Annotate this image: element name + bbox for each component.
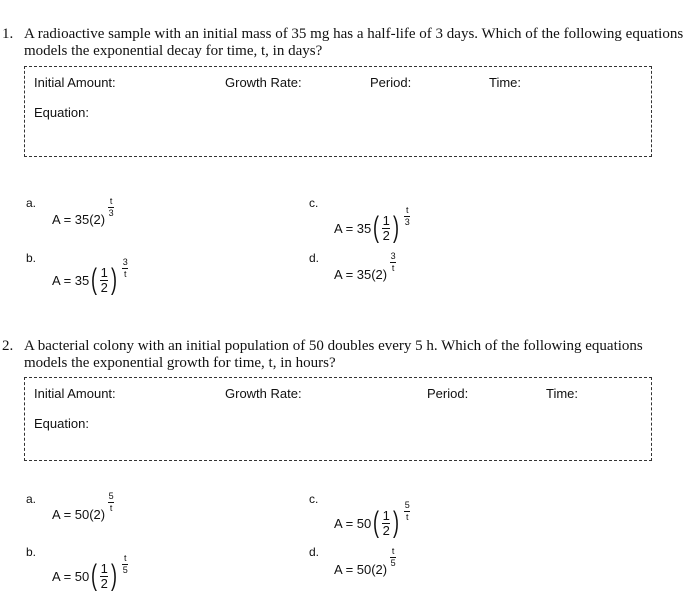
exponent-numerator: t [405, 205, 409, 215]
choice-1b-equation[interactable]: A = 35 ( $\frac{1}{2}$ ) $\frac{3}{t}$ [52, 257, 128, 296]
equation-lhs: A = 50(2) [52, 506, 106, 522]
base-numerator: 1 [100, 264, 108, 280]
equation-lhs: A = 50 [334, 515, 372, 531]
base-numerator: 1 [382, 212, 390, 228]
choice-2a-equation[interactable] [52, 491, 115, 527]
equation-lhs: A = 50 [52, 568, 90, 584]
question-number: 2. [2, 338, 14, 354]
choice-letter: a. [26, 196, 37, 210]
question-text: A radioactive sample with an initial mass of 35 mg has a half-life of 3 days. Which of the following equations models the exponential decay for time, t, in days? [24, 26, 684, 59]
exponent-denominator: 5 [390, 558, 396, 568]
exponent-numerator: t [109, 196, 113, 206]
exponent-numerator: t [391, 546, 395, 556]
choice-2c-equation[interactable]: A = 50 ( $\frac{1}{2}$ ) $\frac{5}{t}$ [334, 500, 410, 539]
equation-lhs: A = 50(2) [334, 561, 388, 577]
choice-2d-equation[interactable] [334, 546, 397, 582]
choice-letter: d. [309, 251, 320, 265]
exponent-numerator: 5 [108, 491, 114, 501]
growth-rate-label: Growth Rate: [225, 386, 302, 401]
answer-box [24, 66, 652, 157]
base-numerator: 1 [382, 507, 390, 523]
choice-letter: b. [26, 251, 37, 265]
initial-amount-label: Initial Amount: [34, 75, 116, 90]
exponent-denominator: 3 [404, 217, 410, 227]
choice-1d-equation[interactable] [334, 251, 397, 287]
equation-label: Equation: [34, 105, 89, 120]
equation-label: Equation: [34, 416, 89, 431]
exponent-denominator: 3 [108, 208, 114, 218]
choice-1c-equation[interactable]: A = 35 ( $\frac{1}{2}$ ) $\frac{t}{3}$ [334, 205, 410, 244]
choice-letter: b. [26, 545, 37, 559]
exponent-numerator: 5 [404, 500, 410, 510]
initial-amount-label: Initial Amount: [34, 386, 116, 401]
equation-lhs: A = 35(2) [52, 211, 106, 227]
exponent-denominator: t [391, 263, 395, 273]
equation-lhs: A = 35 [334, 220, 372, 236]
time-label: Time: [546, 386, 579, 401]
question-number: 1. [2, 26, 14, 42]
base-denominator: 2 [100, 279, 108, 295]
exponent-denominator: t [405, 512, 409, 522]
base-denominator: 2 [382, 227, 390, 243]
time-label: Time: [489, 75, 522, 90]
choice-letter: d. [309, 545, 320, 559]
base-denominator: 2 [100, 575, 108, 591]
choice-2b-equation[interactable]: A = 50 ( $\frac{1}{2}$ ) $\frac{t}{5}$ [52, 553, 128, 592]
choice-1a-equation[interactable] [52, 196, 115, 232]
exponent-denominator: t [109, 503, 113, 513]
period-label: Period: [427, 386, 469, 401]
period-label: Period: [370, 75, 412, 90]
choice-letter: a. [26, 492, 37, 506]
exponent-denominator: 5 [122, 565, 128, 575]
base-denominator: 2 [382, 522, 390, 538]
equation-lhs: A = 35(2) [334, 266, 388, 282]
exponent-numerator: t [123, 553, 127, 563]
question-text: A bacterial colony with an initial population of 50 doubles every 5 h. Which of the following equations models the exponential growth for time, t, in hours? [24, 338, 643, 371]
growth-rate-label: Growth Rate: [225, 75, 302, 90]
exponent-numerator: 3 [122, 257, 128, 267]
answer-box [24, 377, 652, 461]
exponent-numerator: 3 [390, 251, 396, 261]
base-numerator: 1 [100, 560, 108, 576]
exponent-denominator: t [123, 269, 127, 279]
equation-lhs: A = 35 [52, 272, 90, 288]
choice-letter: c. [309, 196, 319, 210]
choice-letter: c. [309, 492, 319, 506]
